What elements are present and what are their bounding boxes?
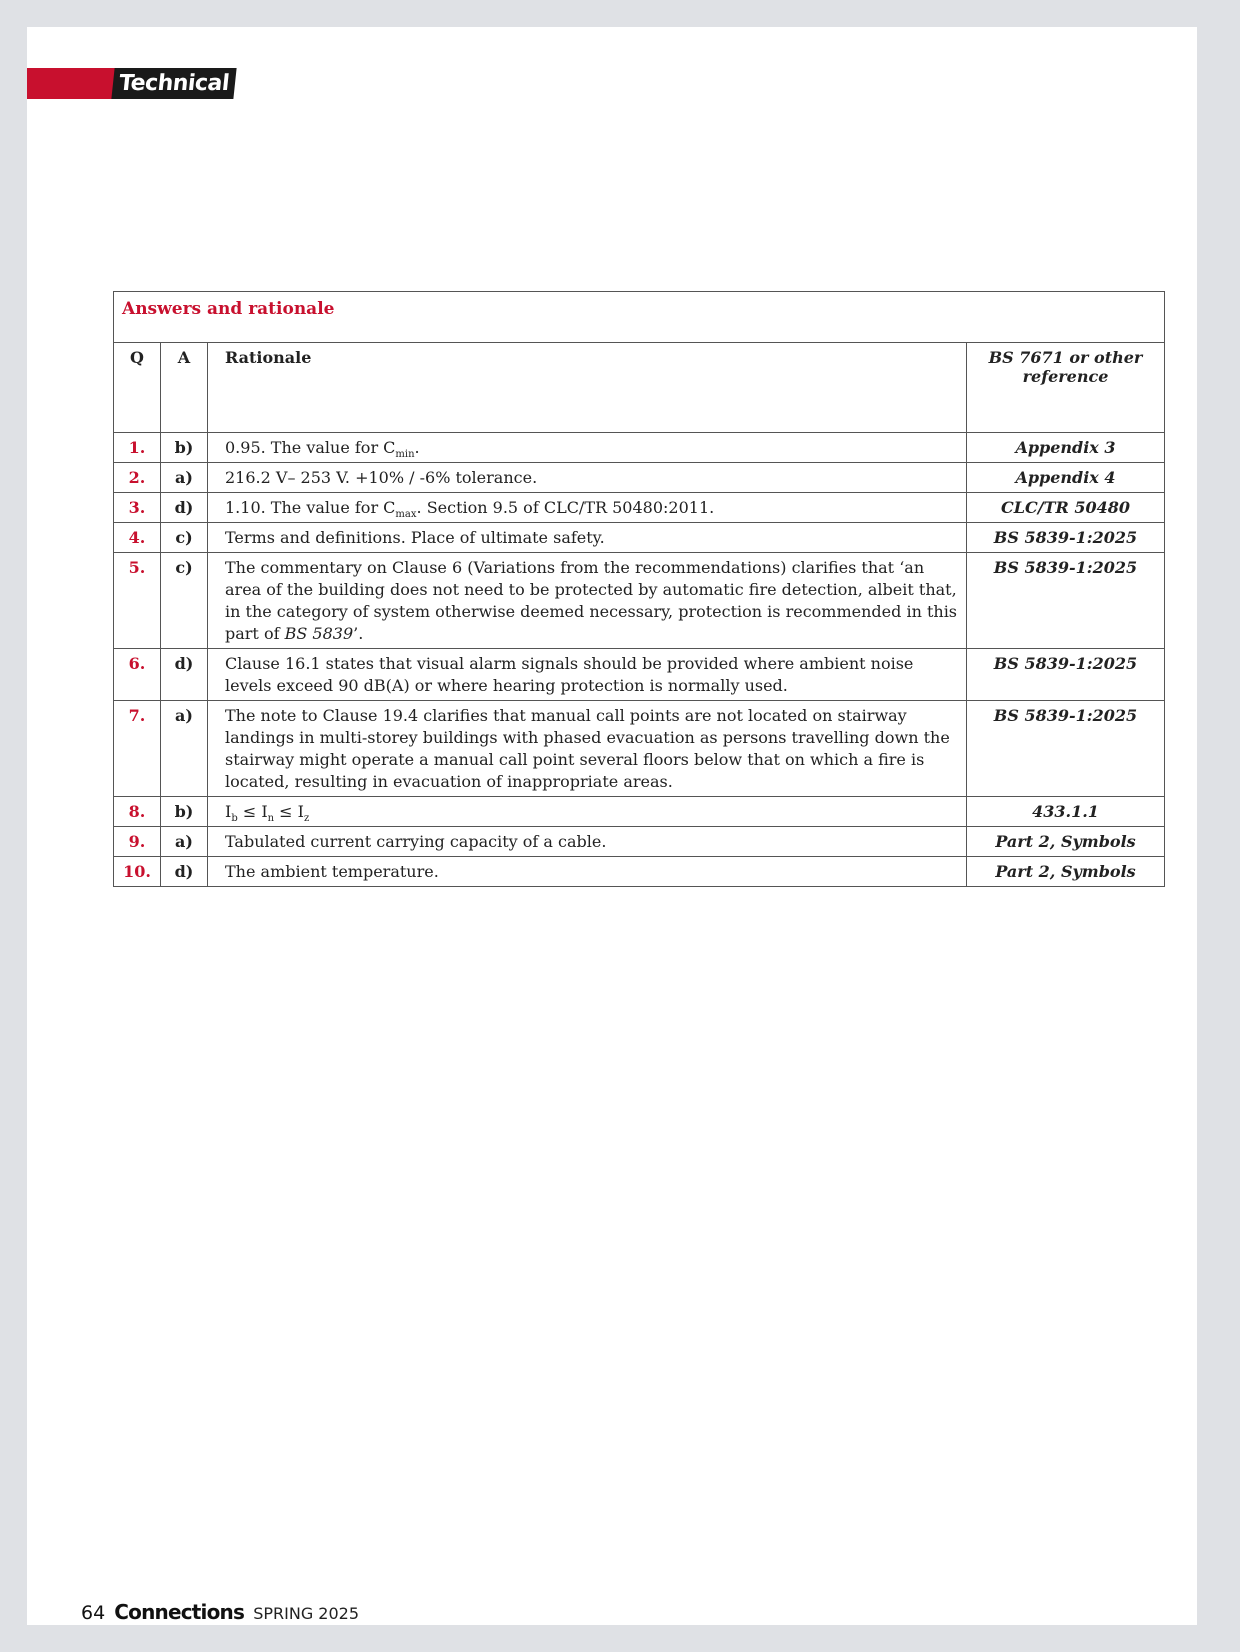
rationale-text: 0.95. The value for C [225,438,396,457]
rationale-subscript: min [395,449,415,461]
page-footer [81,1600,359,1624]
page-number: 64 [81,1602,106,1624]
row-rationale-formula [208,797,967,827]
row-a: d) [161,493,208,523]
header-reference: BS 7671 or other reference [967,343,1165,433]
section-tag-red-bar [27,68,117,99]
row-rationale [208,553,967,649]
formula-symbol: I [225,802,232,821]
row-rationale: The ambient temperature. [208,857,967,887]
formula-subscript: b [231,813,238,825]
row-rationale: 216.2 V– 253 V. +10% / -6% tolerance. [208,463,967,493]
row-q: 7. [114,701,161,797]
table-row [114,553,1165,649]
issue-label: SPRING 2025 [253,1604,360,1623]
row-q: 4. [114,523,161,553]
row-a: a) [161,463,208,493]
section-tag-label: Technical [111,68,236,99]
row-q: 8. [114,797,161,827]
rationale-subscript: max [395,509,417,521]
row-reference: Appendix 4 [967,463,1165,493]
row-a: d) [161,857,208,887]
row-a: a) [161,701,208,797]
row-a: c) [161,553,208,649]
row-reference: BS 5839-1:2025 [967,553,1165,649]
row-reference: Appendix 3 [967,433,1165,463]
table-row [114,523,1165,553]
rationale-text-end: ’. [353,624,364,643]
row-q: 1. [114,433,161,463]
row-q: 2. [114,463,161,493]
page [27,27,1197,1625]
rationale-text: The commentary on Clause 6 (Variations from the recommendations) clarifies that ‘an area of the building does not need to be protected by automatic fire detection, albeit that, in the category of system otherwise deemed necessary, protection is recommended in this part of [225,558,958,643]
table-header-row [114,343,1165,433]
header-rationale: Rationale [208,343,967,433]
row-a: b) [161,433,208,463]
table-row [114,797,1165,827]
row-reference: Part 2, Symbols [967,827,1165,857]
row-q: 9. [114,827,161,857]
row-q: 5. [114,553,161,649]
row-q: 6. [114,649,161,701]
rationale-text-end: . Section 9.5 of CLC/TR 50480:2011. [416,498,715,517]
formula-subscript: n [267,813,275,825]
row-reference: BS 5839-1:2025 [967,523,1165,553]
row-reference: BS 5839-1:2025 [967,701,1165,797]
formula-operator: ≤ [237,802,262,821]
table-row [114,463,1165,493]
row-q: 3. [114,493,161,523]
rationale-text: 1.10. The value for C [225,498,396,517]
rationale-italic: BS 5839 [284,624,354,643]
row-reference: BS 5839-1:2025 [967,649,1165,701]
rationale-text-end: . [414,438,420,457]
section-tag [27,68,237,99]
formula-symbol: I [297,802,304,821]
row-reference: Part 2, Symbols [967,857,1165,887]
row-rationale: Terms and definitions. Place of ultimate safety. [208,523,967,553]
formula-operator: ≤ [274,802,298,821]
row-reference: CLC/TR 50480 [967,493,1165,523]
row-rationale: Clause 16.1 states that visual alarm signals should be provided where ambient noise levels exceed 90 dB(A) or where hearing protection is normally used. [208,649,967,701]
magazine-name: Connections [114,1600,245,1624]
row-a: a) [161,827,208,857]
row-q: 10. [114,857,161,887]
table-title-row [114,292,1165,343]
row-rationale [208,433,967,463]
row-a: c) [161,523,208,553]
row-reference: 433.1.1 [967,797,1165,827]
row-rationale: Tabulated current carrying capacity of a cable. [208,827,967,857]
table-row [114,827,1165,857]
header-a: A [161,343,208,433]
row-rationale: The note to Clause 19.4 clarifies that manual call points are not located on stairway landings in multi-storey buildings with phased evacuation as persons travelling down the stairway might operate a manual call point several floors below that on which a fire is located, resulting in evacuation of inappropriate areas. [208,701,967,797]
table-row [114,493,1165,523]
table-row [114,701,1165,797]
row-rationale [208,493,967,523]
header-q: Q [114,343,161,433]
table-row [114,857,1165,887]
row-a: b) [161,797,208,827]
table-row [114,649,1165,701]
row-a: d) [161,649,208,701]
formula-subscript: z [304,813,310,825]
formula-symbol: I [261,802,268,821]
table-title: Answers and rationale [114,292,1165,343]
table-row [114,433,1165,463]
answers-table [113,291,1165,887]
